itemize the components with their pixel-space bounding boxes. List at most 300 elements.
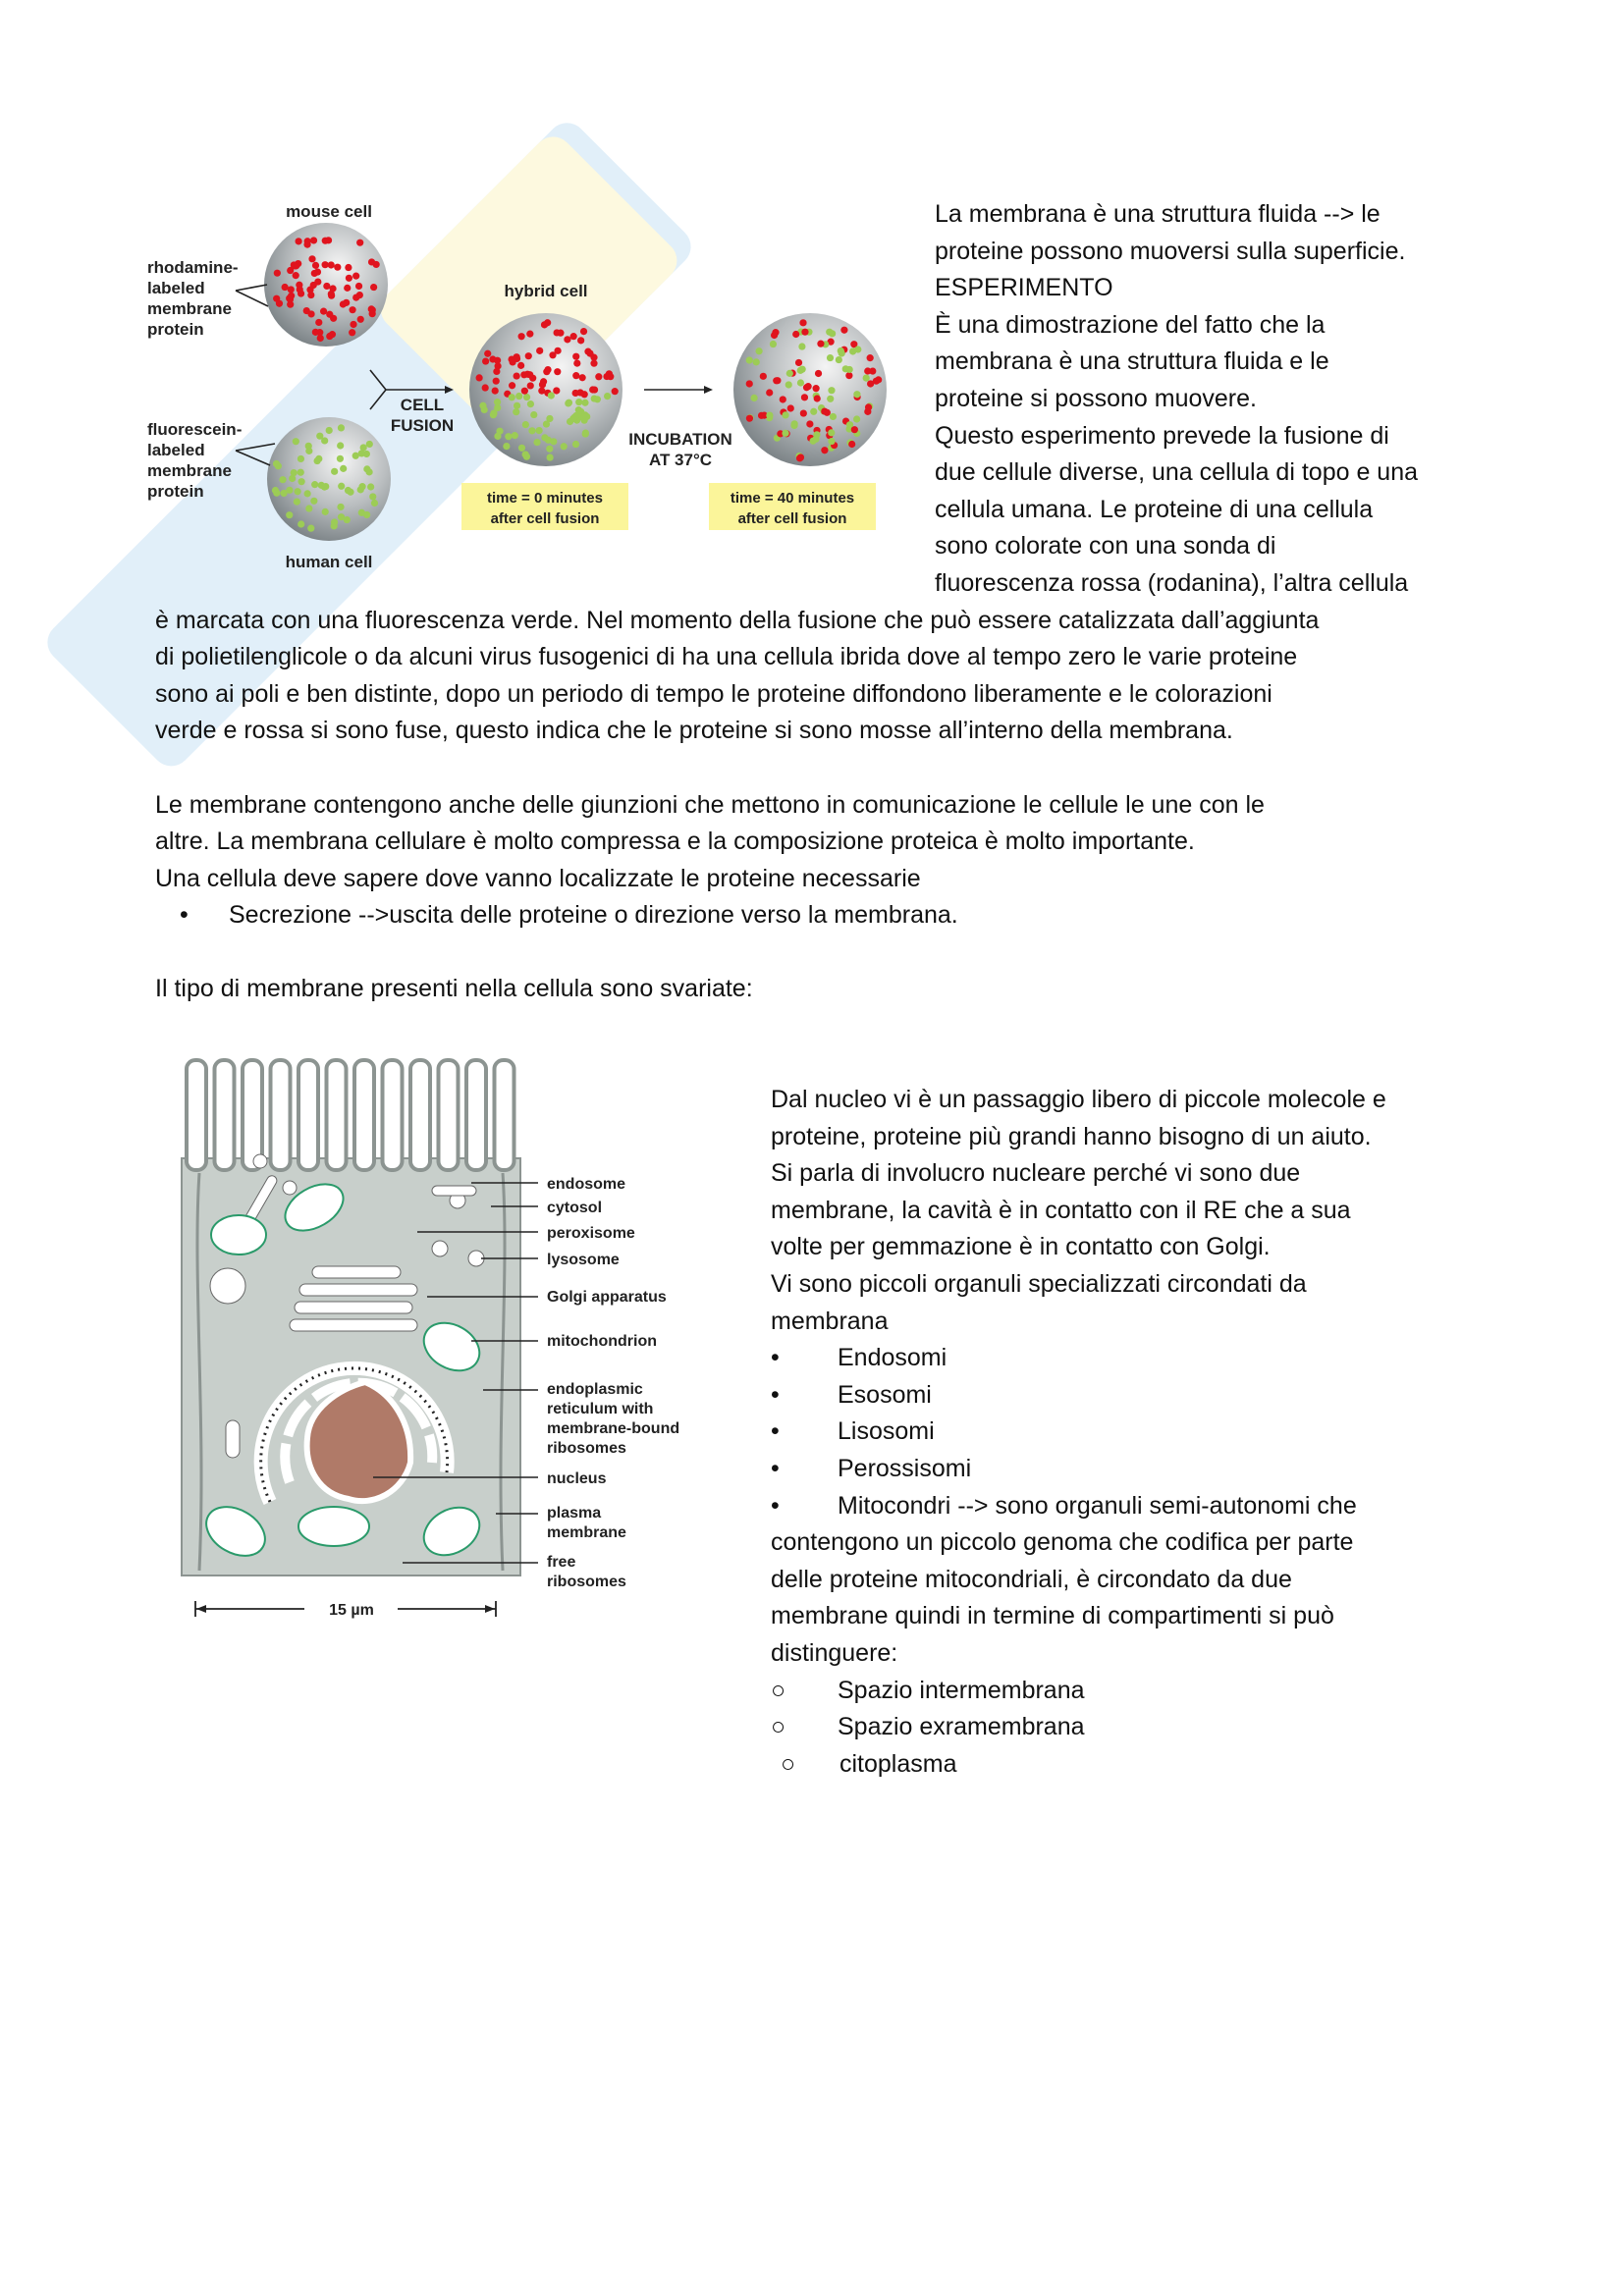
paragraph-line: È una dimostrazione del fatto che la <box>935 310 1326 339</box>
paragraph-line: membrane, la cavità è in contatto con il RE che a sua <box>771 1196 1351 1224</box>
hybrid-dot <box>573 359 580 366</box>
rhodamine-dot <box>355 283 362 290</box>
fluorescein-label-1: fluorescein- <box>147 420 243 439</box>
mixed-dot <box>830 413 837 420</box>
hybrid-dot <box>492 387 499 394</box>
bullet-icon: • <box>180 901 189 929</box>
mixed-dot <box>828 429 835 436</box>
paragraph-line: contengono un piccolo genoma che codifica per parte <box>771 1528 1354 1557</box>
hybrid-dot <box>527 382 534 389</box>
mixed-dot <box>821 407 828 414</box>
hybrid-dot <box>505 433 512 440</box>
fluorescein-dot <box>338 483 345 490</box>
rhodamine-dot <box>312 262 319 269</box>
fluorescein-dot <box>371 500 378 507</box>
fluorescein-dot <box>310 498 317 505</box>
paragraph-line: altre. La membrana cellulare è molto compressa e la composizione proteica è molto importante. <box>155 828 1195 856</box>
hybrid-dot <box>518 333 525 340</box>
rhodamine-dot <box>368 258 375 265</box>
incubated-cell <box>733 313 887 466</box>
mixed-dot <box>803 384 810 391</box>
mixed-dot <box>801 329 808 336</box>
paragraph-line: verde e rossa si sono fuse, questo indica che le proteine si sono mosse all’interno della membrana. <box>155 717 1233 745</box>
fluorescein-dot <box>286 487 293 494</box>
mixed-dot <box>755 347 762 354</box>
label-peroxisome: peroxisome <box>547 1225 635 1242</box>
fluorescein-dot <box>318 482 325 489</box>
fluorescein-dot <box>304 490 311 497</box>
fluorescein-label-3: membrane <box>147 461 232 480</box>
paragraph-line: Dal nucleo vi è un passaggio libero di piccole molecole e <box>771 1086 1386 1113</box>
mixed-dot <box>814 395 821 401</box>
hybrid-dot <box>526 331 533 338</box>
rhodamine-dot <box>311 270 318 277</box>
microvillus <box>383 1060 403 1170</box>
rhodamine-dot <box>329 285 336 292</box>
scale-bar-label: 15 µm <box>329 1602 374 1619</box>
paragraph-line: delle proteine mitocondriali, è circondato da due <box>771 1565 1292 1593</box>
microvillus <box>298 1060 318 1170</box>
hybrid-dot <box>579 374 586 381</box>
mixed-dot <box>813 385 820 392</box>
rhodamine-dot <box>288 293 295 299</box>
label-nucleus: nucleus <box>547 1470 607 1487</box>
hybrid-dot <box>553 387 560 394</box>
hybrid-dot <box>564 336 570 343</box>
hybrid-dot <box>547 454 554 460</box>
rhodamine-dot <box>357 316 364 323</box>
paragraph-line: cellula umana. Le proteine di una cellula <box>935 495 1374 523</box>
fluorescein-dot <box>338 424 345 431</box>
mixed-dot <box>853 415 860 422</box>
hybrid-dot <box>479 402 486 409</box>
hybrid-dot <box>482 357 489 364</box>
hybrid-dot <box>493 378 500 385</box>
mixed-dot <box>787 404 794 411</box>
label-plasma-2: membrane <box>547 1524 626 1541</box>
microvillus <box>410 1060 430 1170</box>
hybrid-dot <box>541 321 548 328</box>
mixed-dot <box>851 426 858 433</box>
hybrid-dot <box>518 445 525 452</box>
mixed-dot <box>827 396 834 402</box>
microvillus <box>495 1060 514 1170</box>
rhodamine-dot <box>310 237 317 243</box>
hybrid-dot <box>594 396 601 402</box>
cell-fusion-label-1: CELL <box>400 396 445 414</box>
fluorescein-dot <box>272 487 279 494</box>
mixed-dot <box>766 389 773 396</box>
hybrid-dot <box>572 441 579 448</box>
mixed-dot <box>797 379 804 386</box>
hybrid-dot <box>548 392 555 399</box>
rhodamine-dot <box>307 310 314 317</box>
mixed-dot <box>758 412 765 419</box>
rhodamine-label-1: rhodamine- <box>147 258 239 277</box>
label-plasma-1: plasma <box>547 1505 602 1522</box>
hybrid-dot <box>536 347 543 354</box>
fluorescein-label-2: labeled <box>147 441 205 459</box>
fluorescein-dot <box>331 468 338 475</box>
circle-bullet-icon: ○ <box>771 1713 786 1741</box>
fluorescein-dot <box>298 478 304 485</box>
mixed-dot <box>821 447 828 454</box>
hybrid-dot <box>514 353 520 360</box>
hybrid-dot <box>584 348 591 355</box>
fluorescein-dot <box>337 442 344 449</box>
fluorescein-dot <box>273 460 280 467</box>
mixed-dot <box>812 436 819 443</box>
rhodamine-dot <box>352 294 359 300</box>
label-lysosome: lysosome <box>547 1252 620 1268</box>
microvillus <box>243 1060 262 1170</box>
hybrid-dot <box>546 415 553 422</box>
label-free-2: ribosomes <box>547 1574 626 1590</box>
paragraph-line: Si parla di involucro nucleare perché vi sono due <box>771 1159 1301 1188</box>
mixed-dot <box>798 343 805 349</box>
mixed-dot <box>782 430 788 437</box>
fluorescein-dot <box>358 483 365 490</box>
mixed-dot <box>792 331 799 338</box>
rhodamine-dot <box>370 284 377 291</box>
mixed-dot <box>770 341 777 347</box>
hybrid-cell-label: hybrid cell <box>504 282 588 300</box>
rhodamine-dot <box>349 329 355 336</box>
hybrid-dot <box>528 427 535 434</box>
mouse-cell-label: mouse cell <box>286 202 372 221</box>
circle-bullet-icon: ○ <box>781 1749 796 1778</box>
fluorescein-dot <box>369 493 376 500</box>
paragraph-line: è marcata con una fluorescenza verde. Nel momento della fusione che può essere catalizzata dall’aggiunta <box>155 606 1320 634</box>
rhodamine-dot <box>340 300 347 307</box>
bullet-icon: • <box>771 1455 780 1482</box>
fluorescein-dot <box>347 489 353 496</box>
label-free-1: free <box>547 1554 576 1571</box>
hybrid-dot <box>580 328 587 335</box>
fluorescein-dot <box>363 465 370 472</box>
paragraph-line: Questo esperimento prevede la fusione di <box>935 421 1389 450</box>
mixed-dot <box>806 420 813 427</box>
hybrid-dot <box>536 427 543 434</box>
incubation-label-1: INCUBATION <box>628 430 732 449</box>
paragraph-line: Le membrane contengono anche delle giunzioni che mettono in comunicazione le cellule le une con le <box>155 790 1265 819</box>
hybrid-dot <box>612 388 619 395</box>
hybrid-dot <box>490 411 497 418</box>
rhodamine-dot <box>320 308 327 315</box>
mixed-dot <box>791 420 798 427</box>
paragraph-line: sono colorate con una sonda di <box>935 532 1276 561</box>
hybrid-dot <box>572 390 579 397</box>
hybrid-dot <box>521 388 528 395</box>
mixed-dot <box>826 329 833 336</box>
rhodamine-dot <box>326 311 333 318</box>
hybrid-dot <box>525 352 532 359</box>
paragraph-line: membrana è una struttura fluida e le <box>935 347 1329 376</box>
mixed-dot <box>746 380 753 387</box>
fluorescein-dot <box>326 427 333 434</box>
hybrid-dot <box>590 354 597 361</box>
hybrid-dot <box>561 443 568 450</box>
paragraph-line: proteine possono muoversi sulla superficie. <box>935 237 1406 265</box>
microvillus <box>439 1060 459 1170</box>
microvillus <box>215 1060 235 1170</box>
mixed-dot <box>746 356 753 363</box>
fluorescein-dot <box>331 518 338 525</box>
compartment-list-item: Spazio exramembrana <box>838 1713 1085 1741</box>
rhodamine-dot <box>344 285 351 292</box>
hybrid-dot <box>607 373 614 380</box>
fluorescein-dot <box>305 505 312 511</box>
mixed-dot <box>869 367 876 374</box>
rhodamine-dot <box>315 319 322 326</box>
rhodamine-dot <box>334 264 341 271</box>
mixed-dot <box>827 354 834 361</box>
fluorescein-dot <box>294 498 300 505</box>
rhodamine-dot <box>288 286 295 293</box>
hybrid-dot <box>489 355 496 362</box>
paragraph-line: membrane quindi in termine di compartimenti si può <box>771 1602 1334 1630</box>
organelle-list-item: Mitocondri --> sono organuli semi-autonomi che <box>838 1491 1357 1520</box>
human-cell-label: human cell <box>285 553 373 571</box>
paragraph-line: La membrana è una struttura fluida --> le <box>935 200 1380 228</box>
mixed-dot <box>786 370 793 377</box>
rhodamine-dot <box>310 282 317 289</box>
fluorescein-dot <box>321 437 328 444</box>
mixed-dot <box>863 375 870 382</box>
hybrid-dot <box>484 350 491 357</box>
paragraph-line: Una cellula deve sapere dove vanno localizzate le proteine necessarie <box>155 864 921 892</box>
fluorescein-dot <box>322 508 329 515</box>
hybrid-dot <box>566 400 572 406</box>
hybrid-dot <box>522 421 529 428</box>
mixed-dot <box>746 415 753 422</box>
rhodamine-dot <box>345 264 352 271</box>
rhodamine-dot <box>293 272 299 279</box>
label-golgi: Golgi apparatus <box>547 1289 667 1306</box>
paragraph-line: volte per gemmazione è in contatto con Golgi. <box>771 1233 1271 1261</box>
bullet-icon: • <box>771 1344 780 1372</box>
mixed-dot <box>842 365 849 372</box>
label-mitochondrion: mitochondrion <box>547 1333 657 1350</box>
paragraph-line: proteine si possono muovere. <box>935 385 1257 412</box>
mixed-dot <box>828 387 835 394</box>
fluorescein-dot <box>311 481 318 488</box>
mixed-dot <box>766 411 773 418</box>
fluorescein-dot <box>305 448 312 454</box>
mixed-dot <box>782 411 788 418</box>
mixed-dot <box>753 358 760 365</box>
microvillus <box>466 1060 486 1170</box>
fluorescein-dot <box>294 488 300 495</box>
fluorescein-dot <box>289 475 296 482</box>
mixed-dot <box>815 370 822 377</box>
membrane-types-text: Il tipo di membrane presenti nella cellula sono svariate: <box>155 975 753 1002</box>
fluorescein-dot <box>286 511 293 518</box>
fluorescein-dot <box>358 509 365 516</box>
mixed-dot <box>799 319 806 326</box>
mixed-dot <box>796 454 803 461</box>
time40-label-1: time = 40 minutes <box>730 490 855 507</box>
mixed-dot <box>840 327 847 334</box>
hybrid-dot <box>604 393 611 400</box>
paragraph-line: distinguere: <box>771 1639 898 1667</box>
paragraph-line: di polietilenglicole o da alcuni virus fusogenici di ha una cellula ibrida dove al tempo zero le varie proteine <box>155 643 1298 671</box>
hybrid-dot <box>572 353 579 360</box>
hybrid-dot <box>569 415 576 422</box>
rhodamine-dot <box>346 275 352 282</box>
microvillus <box>327 1060 347 1170</box>
bullet-icon: • <box>771 1380 780 1409</box>
hybrid-dot <box>476 374 483 381</box>
paragraph-line: fluorescenza rossa (rodanina), l’altra cellula <box>935 569 1409 597</box>
rhodamine-dot <box>291 261 298 268</box>
compartment-list-item: citoplasma <box>839 1749 957 1778</box>
rhodamine-dot <box>323 283 330 290</box>
rhodamine-dot <box>282 284 289 291</box>
fluorescein-dot <box>358 450 365 456</box>
fluorescein-dot <box>340 465 347 472</box>
rhodamine-label-4: protein <box>147 320 204 339</box>
mixed-dot <box>751 395 758 401</box>
mixed-dot <box>780 396 786 402</box>
rhodamine-dot <box>296 238 302 244</box>
hybrid-dot <box>583 413 590 420</box>
mixed-dot <box>854 346 861 352</box>
cell-fusion-label-2: FUSION <box>390 416 455 435</box>
fluorescein-dot <box>366 441 373 448</box>
hybrid-dot <box>541 434 548 441</box>
mixed-dot <box>845 372 852 379</box>
hybrid-dot <box>577 337 584 344</box>
hybrid-dot <box>589 386 596 393</box>
mixed-dot <box>839 349 845 356</box>
paragraph-line: ESPERIMENTO <box>935 274 1113 302</box>
label-er-2: reticulum with <box>547 1401 654 1417</box>
mixed-dot <box>773 377 780 384</box>
fluorescein-dot <box>293 438 299 445</box>
hybrid-dot <box>523 394 530 400</box>
fluorescein-dot <box>298 455 304 462</box>
mixed-dot <box>771 332 778 339</box>
hybrid-dot <box>513 408 519 415</box>
hybrid-dot <box>533 439 540 446</box>
cell-organelles-figure <box>167 1050 756 1639</box>
microvillus <box>354 1060 374 1170</box>
fluorescein-dot <box>337 504 344 510</box>
paragraph-line: proteine, proteine più grandi hanno bisogno di un aiuto. <box>771 1122 1372 1150</box>
hybrid-dot <box>494 404 501 411</box>
hybrid-dot <box>570 333 577 340</box>
mixed-dot <box>799 366 806 373</box>
rhodamine-dot <box>322 238 329 244</box>
hybrid-dot <box>482 384 489 391</box>
mixed-dot <box>848 441 855 448</box>
rhodamine-label-3: membrane <box>147 299 232 318</box>
rhodamine-dot <box>307 292 314 298</box>
mixed-dot <box>801 394 808 400</box>
mixed-dot <box>836 356 842 363</box>
mixed-dot <box>873 378 880 385</box>
hybrid-dot <box>523 454 530 460</box>
microvillus <box>187 1060 206 1170</box>
hybrid-dot <box>554 329 561 336</box>
fluorescein-dot <box>367 483 374 490</box>
rhodamine-dot <box>274 270 281 277</box>
microvillus <box>271 1060 291 1170</box>
label-er-4: ribosomes <box>547 1440 626 1457</box>
mixed-dot <box>810 408 817 415</box>
mixed-dot <box>800 409 807 416</box>
hybrid-dot <box>544 366 551 373</box>
time40-label-2: after cell fusion <box>737 510 847 527</box>
hybrid-dot <box>554 347 561 354</box>
rhodamine-label-2: labeled <box>147 279 205 297</box>
hybrid-dot <box>503 443 510 450</box>
hybrid-dot <box>595 373 602 380</box>
fluorescein-dot <box>279 476 286 483</box>
hybrid-dot <box>575 399 582 405</box>
hybrid-dot <box>530 411 537 418</box>
rhodamine-dot <box>369 310 376 317</box>
mixed-dot <box>867 354 874 361</box>
rhodamine-dot <box>273 295 280 302</box>
hybrid-dot <box>582 429 589 436</box>
rhodamine-dot <box>349 306 355 313</box>
label-endosome: endosome <box>547 1176 626 1193</box>
rhodamine-dot <box>352 273 359 280</box>
rhodamine-dot <box>328 261 335 268</box>
fluorescein-dot <box>344 516 351 523</box>
hybrid-dot <box>581 400 588 406</box>
hybrid-dot <box>527 400 534 407</box>
paragraph-line: membrana <box>771 1307 889 1335</box>
hybrid-dot <box>554 368 561 375</box>
label-cytosol: cytosol <box>547 1200 603 1216</box>
hybrid-dot <box>572 372 579 379</box>
hybrid-dot <box>550 438 557 445</box>
organelle-list-item: Perossisomi <box>838 1455 972 1482</box>
paragraph-line: Vi sono piccoli organuli specializzati circondati da <box>771 1270 1307 1298</box>
mixed-dot <box>795 359 802 366</box>
hybrid-dot <box>540 378 547 385</box>
fluorescein-dot <box>315 455 322 462</box>
bullet-icon: • <box>771 1417 780 1446</box>
secretion-bullet-text: Secrezione -->uscita delle proteine o direzione verso la membrana. <box>229 901 958 929</box>
hybrid-dot <box>509 394 515 400</box>
paragraph-line: due cellule diverse, una cellula di topo e una <box>935 458 1419 487</box>
fluorescein-dot <box>298 520 304 527</box>
hybrid-dot <box>514 402 520 409</box>
bullet-icon: • <box>771 1491 780 1520</box>
rhodamine-dot <box>350 321 356 328</box>
organelle-list-item: Esosomi <box>838 1380 932 1409</box>
incubation-label-2: AT 37°C <box>648 451 713 469</box>
rhodamine-dot <box>356 240 363 246</box>
label-er-3: membrane-bound <box>547 1420 680 1437</box>
paragraph-line: sono ai poli e ben distinte, dopo un periodo di tempo le proteine diffondono liberamente e le colorazioni <box>155 679 1272 708</box>
organelle-list-item: Endosomi <box>838 1344 947 1372</box>
fluorescein-dot <box>307 525 314 532</box>
hybrid-dot <box>496 428 503 435</box>
fluorescein-dot <box>337 455 344 462</box>
mixed-dot <box>760 373 767 380</box>
circle-bullet-icon: ○ <box>771 1676 786 1704</box>
rhodamine-dot <box>304 238 311 244</box>
fluorescein-label-4: protein <box>147 482 204 501</box>
rhodamine-dot <box>317 335 324 342</box>
cell-fusion-figure <box>0 0 982 589</box>
time0-label-1: time = 0 minutes <box>487 490 603 507</box>
